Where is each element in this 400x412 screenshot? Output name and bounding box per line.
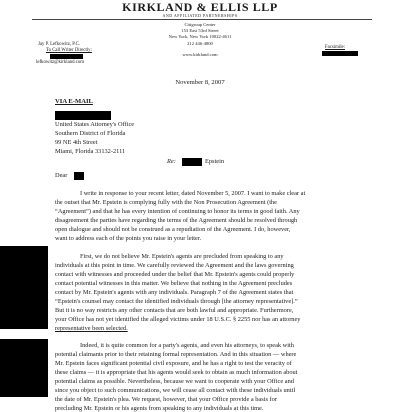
para3-line-6: since you object to such communications, we will cease all contact with these individuals until — [55, 387, 296, 394]
recipient-line-1: United States Attorney's Office — [55, 121, 135, 128]
para3-line-4: these claims — it is appropriate that his agents would seek to obtain as much information about — [55, 369, 298, 376]
sender-direct-label: To Call Writer Directly: — [46, 48, 92, 53]
firm-address-line-1: Citigroup Center — [184, 22, 216, 27]
redaction-re — [182, 158, 202, 166]
para3-line-7: the date of Mr. Epstein's plea. We request, however, that your Office provide a basis for — [55, 396, 277, 403]
redaction-salutation — [74, 172, 84, 180]
para1-line-3: “Agreement”) and that he has every intention of continuing to honor its terms in good faith. Any — [55, 208, 300, 215]
facsimile-label: Facsimile: — [325, 45, 345, 50]
para1-line-2: the outset that Mr. Epstein is complying fully with the Non Prosecution Agreement (the — [55, 199, 277, 206]
para2-line-8: your Office has not yet identified the alleged victims under 18 U.S.C. § 2255 nor has an attorney — [55, 316, 301, 323]
para1-line-6: want to address each of the points you raise in your letter. — [55, 235, 202, 242]
firm-phone: 212 446-4800 — [187, 41, 213, 46]
letterhead-rule — [32, 19, 372, 20]
para1-line-4: disagreement the parties have regarding the terms of the Agreement should be resolved through — [55, 217, 298, 224]
redaction-margin-1 — [0, 246, 48, 329]
firm-subtitle: AND AFFILIATED PARTNERSHIPS — [162, 13, 238, 18]
para3-line-8: precluding Mr. Epstein or his agents from speaking to any individuals at this time. — [55, 405, 264, 412]
redaction-margin-2 — [0, 339, 48, 397]
para1-line-5: open dialogue and should not be construed as a repudiation of the Agreement. I do, however, — [55, 226, 291, 233]
para2-line-2: individuals at this point in time. We carefully reviewed the Agreement and the laws governing — [55, 262, 294, 269]
salutation: Dear — [55, 172, 68, 179]
recipient-line-2: Southern District of Florida — [55, 130, 126, 137]
delivery-method: VIA E-MAIL — [55, 98, 93, 105]
firm-address-line-3: New York, New York 10022-4611 — [168, 34, 232, 39]
para3-line-3: Mr. Epstein faces significant potential civil exposure, and he has a right to test the veracity of — [55, 360, 292, 367]
redaction-recipient-name — [55, 111, 111, 120]
letter-date: November 8, 2007 — [175, 79, 225, 86]
redaction-fax — [322, 51, 358, 56]
para2-line-3: contact with witnesses and proceeded under the belief that Mr. Epstein's agents could properly — [55, 271, 295, 278]
para2-line-4: contact potential witnesses in this matter. We believe that nothing in the Agreement precludes — [55, 280, 293, 287]
sender-name: Jay P. Lefkowitz, P.C. — [38, 42, 80, 47]
para3-line-1: Indeed, it is quite common for a party's agents, and even his attorneys, to speak with — [80, 342, 294, 349]
redaction-phone — [50, 54, 83, 59]
para2-line-1: First, we do not believe Mr. Epstein's agents are precluded from speaking to any — [80, 253, 284, 260]
recipient-line-4: Miami, Florida 33132-2111 — [55, 148, 126, 155]
re-label: Re: — [167, 158, 176, 165]
para2-line-6: “Epstein's counsel may contact the identified individuals through [the attorney representative].” — [55, 298, 298, 305]
sender-email: lefkowitz@kirkland.com — [36, 60, 84, 65]
para2-line-5: contact by Mr. Epstein's agents with any individuals. Paragraph 7 of the Agreement states that — [55, 289, 294, 296]
para2-line-7: But it is no way restricts any other contacts that are both lawful and appropriate. Furthermore, — [55, 307, 294, 314]
para3-line-5: potential claims as possible. Nevertheless, because we want to cooperate with your Office and — [55, 378, 294, 385]
firm-address-line-2: 153 East 53rd Street — [181, 28, 219, 33]
para1-line-1: I write in response to your recent letter, dated November 5, 2007. I want to make clear at — [80, 190, 306, 197]
para3-line-2: potential claimants prior to their retaining formal representation. And in this situation — where — [55, 351, 297, 358]
recipient-line-3: 99 NE 4th Street — [55, 139, 98, 146]
para2-line-9: representative been selected. — [55, 325, 128, 332]
re-subject: Epstein — [205, 158, 225, 165]
firm-website: www.kirkland.com — [182, 52, 218, 57]
firm-name: KIRKLAND & ELLIS LLP — [122, 0, 278, 14]
